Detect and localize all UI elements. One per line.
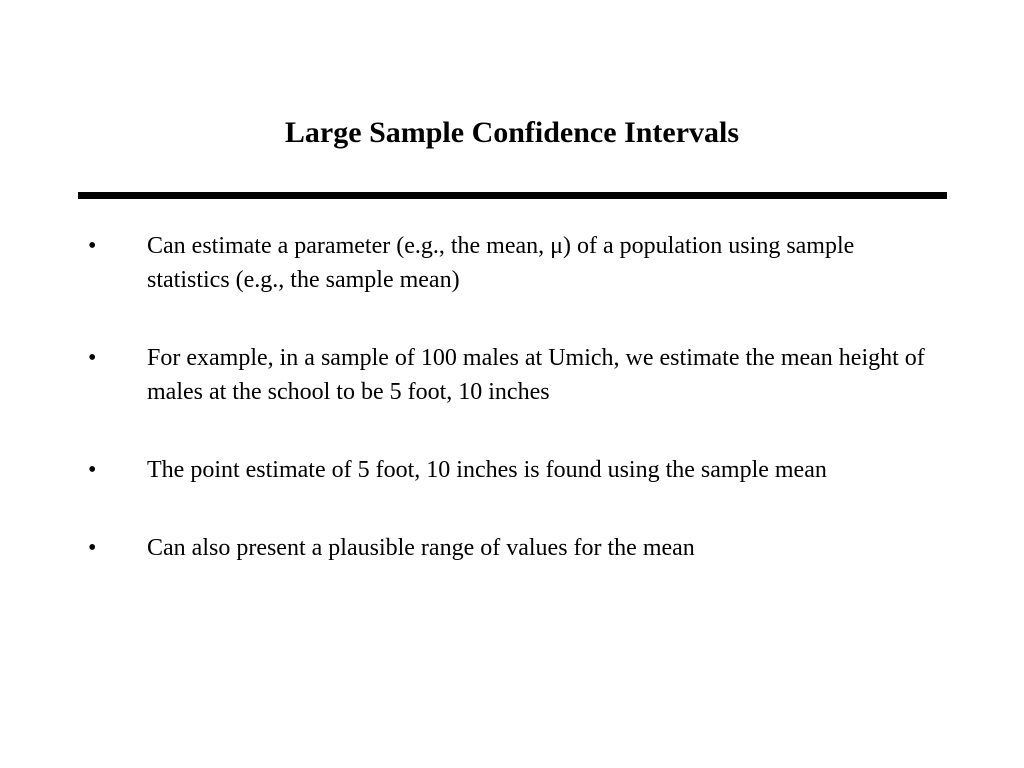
bullet-text: The point estimate of 5 foot, 10 inches is found using the sample mean [147,457,827,483]
slide-title: Large Sample Confidence Intervals [284,116,740,149]
bullet-item [0,341,1024,409]
bullet-marker: • [88,535,97,561]
bullet-list [0,229,1024,609]
bullet-marker: • [88,345,97,371]
bullet-item [0,453,1024,487]
bullet-text: Can estimate a parameter (e.g., the mean, μ) of a population using sample statistics (e.g., the sample mean) [147,233,855,293]
bullet-item [0,229,1024,297]
bullet-marker: • [88,457,97,483]
bullet-marker: • [88,233,97,259]
bullet-text: Can also present a plausible range of values for the mean [147,535,695,561]
bullet-item [0,531,1024,565]
title-divider [78,192,947,199]
bullet-text: For example, in a sample of 100 males at Umich, we estimate the mean height of males at the school to be 5 foot, 10 inches [147,345,925,405]
